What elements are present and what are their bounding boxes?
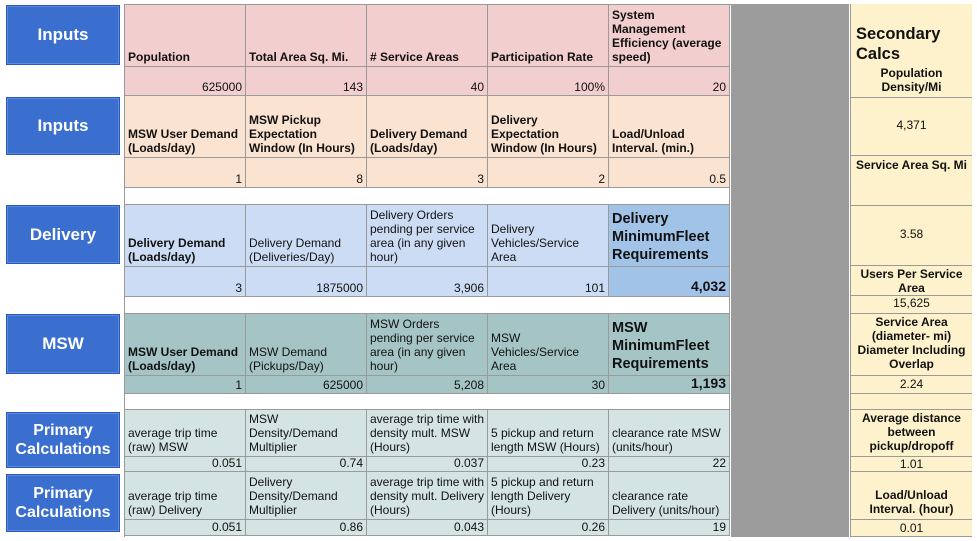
section-msw[interactable]: MSW <box>6 314 120 374</box>
value-trip-time-raw-delivery[interactable]: 0.051 <box>125 520 246 536</box>
header-system-management-efficiency: System Management Efficiency (average speed) <box>609 5 730 67</box>
secondary-value-load-unload-hour[interactable]: 0.01 <box>850 520 972 537</box>
secondary-label-average-distance: Average distance between pickup/dropoff <box>850 410 972 457</box>
header-delivery-density-multiplier: Delivery Density/Demand Multiplier <box>246 472 367 520</box>
divider-column <box>731 4 849 537</box>
value-delivery-fleet-requirements[interactable]: 4,032 <box>609 267 730 297</box>
value-trip-time-raw-msw[interactable]: 0.051 <box>125 457 246 472</box>
value-msw-demand-pickups[interactable]: 625000 <box>246 376 367 394</box>
blank-row <box>125 188 730 205</box>
secondary-value-population-density[interactable]: 4,371 <box>850 98 972 156</box>
value-service-areas[interactable]: 40 <box>367 67 488 96</box>
header-trip-time-raw-delivery: average trip time (raw) Delivery <box>125 472 246 520</box>
value-pickup-return-msw[interactable]: 0.23 <box>488 457 609 472</box>
section-inputs-1[interactable]: Inputs <box>6 5 120 65</box>
value-clearance-rate-msw[interactable]: 22 <box>609 457 730 472</box>
header-total-area: Total Area Sq. Mi. <box>246 5 367 67</box>
header-msw-pickup-window: MSW Pickup Expectation Window (In Hours) <box>246 96 367 158</box>
value-system-management-efficiency[interactable]: 20 <box>609 67 730 96</box>
secondary-value-average-distance[interactable]: 1.01 <box>850 457 972 472</box>
secondary-value-service-area-sq-mi[interactable]: 3.58 <box>850 206 972 266</box>
value-trip-time-density-msw[interactable]: 0.037 <box>367 457 488 472</box>
secondary-label-service-area-diameter: Service Area (diameter- mi) Diameter Including Overlap <box>850 314 972 376</box>
header-msw-demand-pickups: MSW Demand (Pickups/Day) <box>246 314 367 376</box>
value-load-unload-interval[interactable]: 0.5 <box>609 158 730 188</box>
header-msw-user-demand-loads: MSW User Demand (Loads/day) <box>125 314 246 376</box>
header-trip-time-raw-msw: average trip time (raw) MSW <box>125 410 246 457</box>
value-population[interactable]: 625000 <box>125 67 246 96</box>
header-trip-time-density-msw: average trip time with density mult. MSW (Hours) <box>367 410 488 457</box>
header-delivery-orders-pending: Delivery Orders pending per service area (in any given hour) <box>367 205 488 267</box>
header-msw-density-multiplier: MSW Density/Demand Multiplier <box>246 410 367 457</box>
header-load-unload-interval: Load/Unload Interval. (min.) <box>609 96 730 158</box>
value-total-area[interactable]: 143 <box>246 67 367 96</box>
header-clearance-rate-msw: clearance rate MSW (units/hour) <box>609 410 730 457</box>
value-participation-rate[interactable]: 100% <box>488 67 609 96</box>
header-msw-orders-pending: MSW Orders pending per service area (in any given hour) <box>367 314 488 376</box>
header-participation-rate: Participation Rate <box>488 5 609 67</box>
value-delivery-demand-deliveries[interactable]: 1875000 <box>246 267 367 297</box>
header-service-areas: # Service Areas <box>367 5 488 67</box>
header-delivery-demand-deliveries: Delivery Demand (Deliveries/Day) <box>246 205 367 267</box>
value-msw-user-demand[interactable]: 1 <box>125 158 246 188</box>
secondary-label-users-per-service-area: Users Per Service Area <box>850 266 972 296</box>
section-primary-calculations-2[interactable]: Primary Calculations <box>6 474 120 532</box>
secondary-label-service-area-sq-mi: Service Area Sq. Mi <box>850 156 972 206</box>
value-msw-pickup-window[interactable]: 8 <box>246 158 367 188</box>
value-delivery-demand-loads-day[interactable]: 3 <box>125 267 246 297</box>
value-delivery-demand-loads[interactable]: 3 <box>367 158 488 188</box>
header-clearance-rate-delivery: clearance rate Delivery (units/hour) <box>609 472 730 520</box>
header-population: Population <box>125 5 246 67</box>
value-msw-fleet-requirements[interactable]: 1,193 <box>609 376 730 394</box>
header-delivery-demand-loads: Delivery Demand (Loads/day) <box>367 96 488 158</box>
value-delivery-density-multiplier[interactable]: 0.86 <box>246 520 367 536</box>
header-delivery-window: Delivery Expectation Window (In Hours) <box>488 96 609 158</box>
value-trip-time-density-delivery[interactable]: 0.043 <box>367 520 488 536</box>
header-delivery-demand-loads-day: Delivery Demand (Loads/day) <box>125 205 246 267</box>
value-clearance-rate-delivery[interactable]: 19 <box>609 520 730 536</box>
secondary-blank <box>850 394 972 410</box>
secondary-value-service-area-diameter[interactable]: 2.24 <box>850 376 972 394</box>
header-pickup-return-msw: 5 pickup and return length MSW (Hours) <box>488 410 609 457</box>
secondary-label-load-unload-hour: Load/Unload Interval. (hour) <box>850 472 972 520</box>
header-delivery-vehicles: Delivery Vehicles/Service Area <box>488 205 609 267</box>
grid-left-edge <box>124 4 125 537</box>
secondary-label-population-density: Population Density/Mi <box>850 66 972 98</box>
header-pickup-return-delivery: 5 pickup and return length Delivery (Hours) <box>488 472 609 520</box>
header-trip-time-density-delivery: average trip time with density mult. Delivery (Hours) <box>367 472 488 520</box>
value-msw-orders-pending[interactable]: 5,208 <box>367 376 488 394</box>
value-delivery-vehicles[interactable]: 101 <box>488 267 609 297</box>
value-pickup-return-delivery[interactable]: 0.26 <box>488 520 609 536</box>
header-msw-fleet-requirements: MSW MinimumFleet Requirements <box>609 314 730 376</box>
secondary-value-users-per-service-area[interactable]: 15,625 <box>850 296 972 314</box>
grid-top-edge <box>124 4 731 5</box>
section-inputs-2[interactable]: Inputs <box>6 97 120 155</box>
value-msw-vehicles[interactable]: 30 <box>488 376 609 394</box>
value-msw-density-multiplier[interactable]: 0.74 <box>246 457 367 472</box>
blank-row <box>125 297 730 314</box>
header-msw-vehicles: MSW Vehicles/Service Area <box>488 314 609 376</box>
secondary-title: Secondary Calcs <box>850 4 972 66</box>
value-msw-user-demand-loads[interactable]: 1 <box>125 376 246 394</box>
header-msw-user-demand: MSW User Demand (Loads/day) <box>125 96 246 158</box>
blank-row <box>125 394 730 410</box>
value-delivery-orders-pending[interactable]: 3,906 <box>367 267 488 297</box>
value-delivery-window[interactable]: 2 <box>488 158 609 188</box>
section-primary-calculations-1[interactable]: Primary Calculations <box>6 412 120 468</box>
header-delivery-fleet-requirements: Delivery MinimumFleet Requirements <box>609 205 730 267</box>
section-delivery[interactable]: Delivery <box>6 205 120 264</box>
